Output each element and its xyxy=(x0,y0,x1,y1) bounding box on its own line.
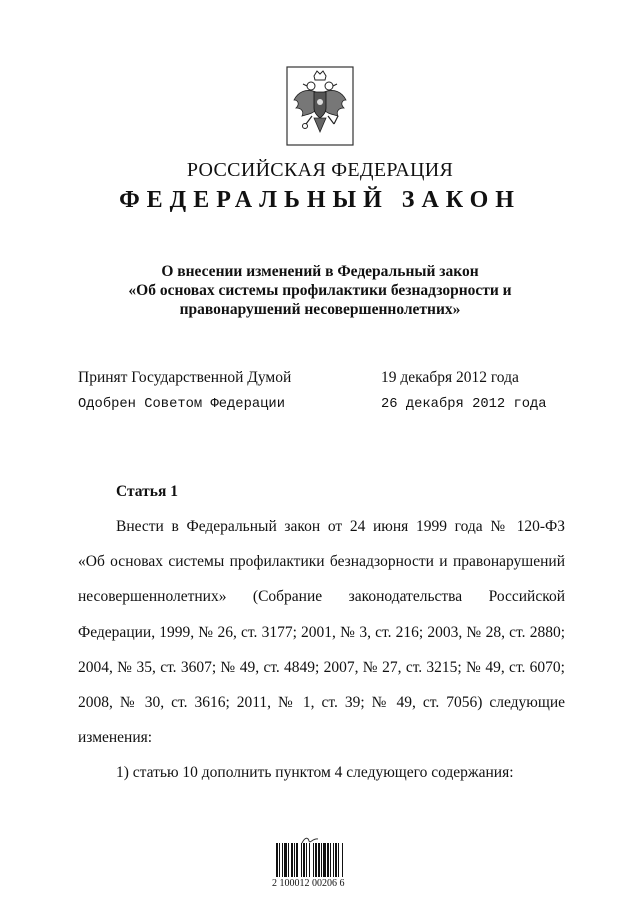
law-title xyxy=(0,262,640,319)
law-title-line: О внесении изменений в Федеральный закон xyxy=(161,263,479,280)
barcode-icon xyxy=(276,843,366,877)
article-heading: Статья 1 xyxy=(116,483,178,500)
paragraph-line: 2008, № 30, ст. 3616; 2011, № 1, ст. 39; № 49, ст. 7056) следующие xyxy=(78,694,565,711)
paragraph-line: несовершеннолетних» (Собрание законодательства Российской xyxy=(78,588,565,605)
adopted-by-duma-label: Принят Государственной Думой xyxy=(78,369,292,386)
item-1: 1) статью 10 дополнить пунктом 4 следующего содержания: xyxy=(116,764,514,781)
coat-of-arms-icon xyxy=(286,66,354,146)
paragraph-line: изменения: xyxy=(78,729,153,746)
law-title-line: правонарушений несовершеннолетних» xyxy=(179,301,461,318)
paragraph-line: 2004, № 35, ст. 3607; № 49, ст. 4849; 2007, № 27, ст. 3215; № 49, ст. 6070; xyxy=(78,659,565,676)
adopted-by-duma-date: 19 декабря 2012 года xyxy=(381,369,519,386)
document-type: ФЕДЕРАЛЬНЫЙ ЗАКОН xyxy=(119,187,521,213)
approved-by-council-label: Одобрен Советом Федерации xyxy=(78,397,285,412)
paragraph-line: «Об основах системы профилактики безнадзорности и правонарушений xyxy=(78,553,565,570)
approved-by-council-date: 26 декабря 2012 года xyxy=(381,397,547,412)
country-name: РОССИЙСКАЯ ФЕДЕРАЦИЯ xyxy=(186,159,454,181)
handwritten-mark-icon xyxy=(301,832,319,842)
paragraph-line: Внести в Федеральный закон от 24 июня 1999 года № 120-ФЗ xyxy=(116,518,565,535)
barcode-number: 2 100012 00206 6 xyxy=(272,878,345,889)
paragraph-line: Федерации, 1999, № 26, ст. 3177; 2001, № 3, ст. 216; 2003, № 28, ст. 2880; xyxy=(78,624,565,641)
law-title-line: «Об основах системы профилактики безнадзорности и xyxy=(128,282,512,299)
